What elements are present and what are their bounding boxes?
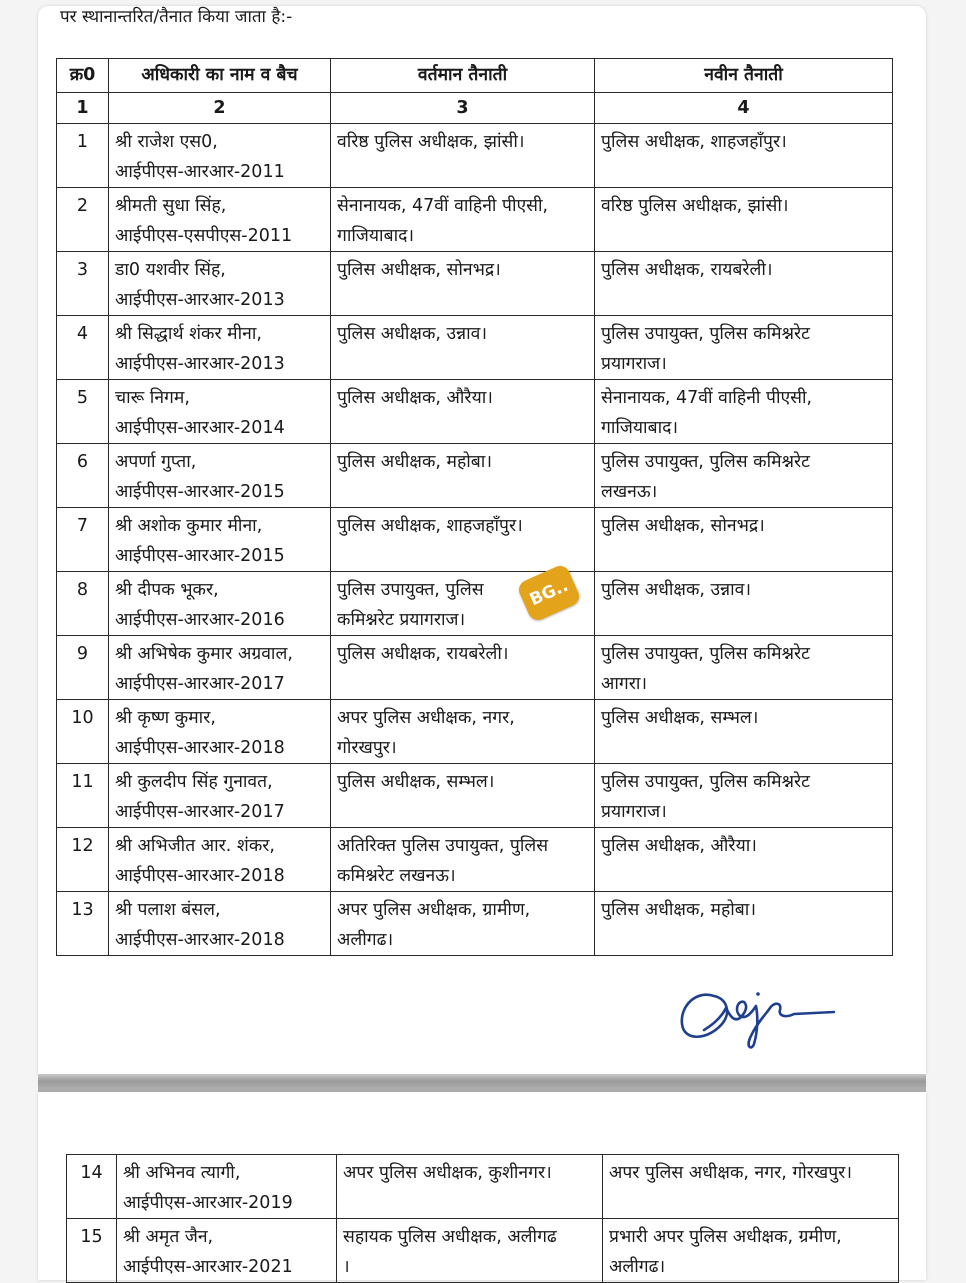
current-posting-cell [331, 508, 595, 572]
cell-text-line: सेनानायक, 47वीं वाहिनी पीएसी, [601, 388, 813, 408]
cell-text-line: श्री अमृत जैन, [123, 1227, 214, 1247]
serial-number: 7 [57, 508, 109, 572]
cell-text-line: आईपीएस-एसपीएस-2011 [115, 226, 293, 246]
current-posting-cell [331, 444, 595, 508]
cell-text-line: चारू निगम, [115, 388, 190, 408]
cell-text-line: श्री अभिषेक कुमार अग्रवाल, [115, 644, 293, 664]
cell-text-line: पुलिस अधीक्षक, सोनभद्र। [337, 260, 501, 280]
cell-text-line: श्री अशोक कुमार मीना, [115, 516, 263, 536]
header-serial: क्र0 [57, 59, 109, 93]
new-posting-cell [595, 828, 893, 892]
signature-image [674, 958, 844, 1054]
cell-text-line: पुलिस अधीक्षक, रायबरेली। [337, 644, 509, 664]
table-header-row [57, 59, 893, 93]
cell-text-line: लखनऊ। [601, 482, 658, 502]
header-new-posting: नवीन तैनाती [595, 59, 893, 93]
cell-text-line: अपर्णा गुप्ता, [115, 452, 197, 472]
cell-text-line: सेनानायक, 47वीं वाहिनी पीएसी, [337, 196, 549, 216]
column-number: 1 [57, 93, 109, 124]
new-posting-cell [595, 572, 893, 636]
current-posting-cell [337, 1219, 603, 1283]
officer-name-cell [109, 892, 331, 956]
cell-text-line: सहायक पुलिस अधीक्षक, अलीगढ [343, 1227, 557, 1247]
cell-text-line: आईपीएस-आरआर-2011 [115, 162, 285, 182]
table-row [57, 892, 893, 956]
cell-text-line: पुलिस अधीक्षक, उन्नाव। [601, 580, 751, 600]
column-number: 2 [109, 93, 331, 124]
transfer-table [56, 58, 893, 956]
cell-text-line: आईपीएस-आरआर-2017 [115, 802, 285, 822]
officer-name-cell [109, 444, 331, 508]
cell-text-line: पुलिस अधीक्षक, सोनभद्र। [601, 516, 765, 536]
new-posting-cell [595, 700, 893, 764]
officer-name-cell [117, 1219, 337, 1283]
cell-text-line: अलीगढ। [337, 930, 394, 950]
serial-number: 6 [57, 444, 109, 508]
cell-text-line: आईपीएस-आरआर-2015 [115, 546, 285, 566]
cell-text-line: अपर पुलिस अधीक्षक, कुशीनगर। [343, 1163, 552, 1183]
cell-text-line: प्रभारी अपर पुलिस अधीक्षक, ग्रमीण, [609, 1227, 842, 1247]
serial-number: 11 [57, 764, 109, 828]
current-posting-cell [331, 892, 595, 956]
serial-number: 13 [57, 892, 109, 956]
cell-text-line: पुलिस अधीक्षक, महोबा। [337, 452, 492, 472]
cell-text-line: पुलिस अधीक्षक, शाहजहाँपुर। [601, 132, 787, 152]
serial-number: 5 [57, 380, 109, 444]
cell-text-line: पुलिस अधीक्षक, सम्भल। [337, 772, 495, 792]
cell-text-line: वरिष्ठ पुलिस अधीक्षक, झांसी। [601, 196, 789, 216]
cell-text-line: आगरा। [601, 674, 648, 694]
table-row [57, 252, 893, 316]
new-posting-cell [595, 764, 893, 828]
cell-text-line: श्री अभिजीत आर. शंकर, [115, 836, 275, 856]
officer-name-cell [109, 380, 331, 444]
officer-name-cell [109, 572, 331, 636]
serial-number: 8 [57, 572, 109, 636]
officer-name-cell [109, 124, 331, 188]
serial-number: 12 [57, 828, 109, 892]
current-posting-cell [331, 828, 595, 892]
header-current-posting: वर्तमान तैनाती [331, 59, 595, 93]
cell-text-line: आईपीएस-आरआर-2019 [123, 1193, 293, 1213]
cell-text-line: श्री अभिनव त्यागी, [123, 1163, 241, 1183]
current-posting-cell [331, 380, 595, 444]
cell-text-line: वरिष्ठ पुलिस अधीक्षक, झांसी। [337, 132, 525, 152]
new-posting-cell [595, 252, 893, 316]
document-page-2 [38, 1092, 926, 1280]
table-row [67, 1155, 899, 1219]
new-posting-cell [595, 444, 893, 508]
new-posting-cell [603, 1219, 899, 1283]
current-posting-cell [331, 636, 595, 700]
transfer-table-body [57, 59, 893, 956]
cell-text-line: पुलिस अधीक्षक, शाहजहाँपुर। [337, 516, 523, 536]
table-row [67, 1219, 899, 1283]
column-number: 3 [331, 93, 595, 124]
officer-name-cell [109, 252, 331, 316]
current-posting-cell [331, 252, 595, 316]
cell-text-line: पुलिस अधीक्षक, रायबरेली। [601, 260, 773, 280]
cell-text-line: पुलिस अधीक्षक, महोबा। [601, 900, 756, 920]
table-row [57, 764, 893, 828]
cell-text-line: आईपीएस-आरआर-2021 [123, 1257, 293, 1277]
new-posting-cell [595, 188, 893, 252]
table-row [57, 828, 893, 892]
serial-number: 10 [57, 700, 109, 764]
document-page-1 [38, 6, 926, 1074]
serial-number: 9 [57, 636, 109, 700]
watermark-badge: BG.. [516, 563, 582, 623]
column-number: 4 [595, 93, 893, 124]
current-posting-cell [331, 764, 595, 828]
current-posting-cell [331, 700, 595, 764]
cell-text-line: श्रीमती सुधा सिंह, [115, 196, 227, 216]
cell-text-line: आईपीएस-आरआर-2017 [115, 674, 285, 694]
cell-text-line: श्री सिद्धार्थ शंकर मीना, [115, 324, 262, 344]
cell-text-line: पुलिस अधीक्षक, औरैया। [601, 836, 757, 856]
new-posting-cell [595, 508, 893, 572]
cell-text-line: श्री कृष्ण कुमार, [115, 708, 216, 728]
table-row [57, 316, 893, 380]
cell-text-line: अपर पुलिस अधीक्षक, नगर, गोरखपुर। [609, 1163, 852, 1183]
cell-text-line: पुलिस उपायुक्त, पुलिस कमिश्नरेट [601, 324, 810, 344]
new-posting-cell [595, 892, 893, 956]
cell-text-line: आईपीएस-आरआर-2014 [115, 418, 285, 438]
officer-name-cell [109, 636, 331, 700]
cell-text-line: आईपीएस-आरआर-2013 [115, 354, 285, 374]
officer-name-cell [109, 764, 331, 828]
officer-name-cell [109, 700, 331, 764]
cell-text-line: पुलिस उपायुक्त, पुलिस [337, 580, 484, 600]
cell-text-line: श्री राजेश एस0, [115, 132, 218, 152]
cell-text-line: कमिश्नरेट लखनऊ। [337, 866, 456, 886]
cell-text-line: आईपीएस-आरआर-2016 [115, 610, 285, 630]
cell-text-line: अलीगढ। [609, 1257, 666, 1277]
officer-name-cell [117, 1155, 337, 1219]
cell-text-line: आईपीएस-आरआर-2018 [115, 866, 285, 886]
current-posting-cell [331, 124, 595, 188]
cell-text-line: आईपीएस-आरआर-2015 [115, 482, 285, 502]
cell-text-line: अतिरिक्त पुलिस उपायुक्त, पुलिस [337, 836, 549, 856]
cell-text-line: गाजियाबाद। [337, 226, 415, 246]
cell-text-line: श्री दीपक भूकर, [115, 580, 219, 600]
cell-text-line: आईपीएस-आरआर-2013 [115, 290, 285, 310]
serial-number: 14 [67, 1155, 117, 1219]
serial-number: 3 [57, 252, 109, 316]
officer-name-cell [109, 188, 331, 252]
new-posting-cell [595, 124, 893, 188]
new-posting-cell [603, 1155, 899, 1219]
cell-text-line: श्री पलाश बंसल, [115, 900, 221, 920]
intro-text: पर स्थानान्तरित/तैनात किया जाता है:- [60, 7, 293, 27]
serial-number: 2 [57, 188, 109, 252]
serial-number: 15 [67, 1219, 117, 1283]
page-separator [38, 1074, 926, 1092]
transfer-table-continued [66, 1154, 899, 1283]
new-posting-cell [595, 636, 893, 700]
table-row [57, 572, 893, 636]
cell-text-line: पुलिस अधीक्षक, सम्भल। [601, 708, 759, 728]
current-posting-cell [331, 188, 595, 252]
cell-text-line: गोरखपुर। [337, 738, 397, 758]
cell-text-line: पुलिस अधीक्षक, उन्नाव। [337, 324, 487, 344]
cell-text-line: आईपीएस-आरआर-2018 [115, 738, 285, 758]
officer-name-cell [109, 828, 331, 892]
cell-text-line: । [343, 1257, 350, 1277]
cell-text-line: पुलिस अधीक्षक, औरैया। [337, 388, 493, 408]
officer-name-cell [109, 508, 331, 572]
table-row [57, 508, 893, 572]
serial-number: 4 [57, 316, 109, 380]
cell-text-line: पुलिस उपायुक्त, पुलिस कमिश्नरेट [601, 772, 810, 792]
table-row [57, 380, 893, 444]
cell-text-line: डा0 यशवीर सिंह, [115, 260, 226, 280]
table-row [57, 188, 893, 252]
cell-text-line: अपर पुलिस अधीक्षक, नगर, [337, 708, 515, 728]
table-row [57, 636, 893, 700]
current-posting-cell [337, 1155, 603, 1219]
cell-text-line: कमिश्नरेट प्रयागराज। [337, 610, 466, 630]
cell-text-line: श्री कुलदीप सिंह गुनावत, [115, 772, 273, 792]
cell-text-line: पुलिस उपायुक्त, पुलिस कमिश्नरेट [601, 452, 810, 472]
cell-text-line: आईपीएस-आरआर-2018 [115, 930, 285, 950]
header-officer-name: अधिकारी का नाम व बैच [109, 59, 331, 93]
new-posting-cell [595, 316, 893, 380]
table-row [57, 700, 893, 764]
column-number-row [57, 93, 893, 124]
officer-name-cell [109, 316, 331, 380]
cell-text-line: प्रयागराज। [601, 802, 667, 822]
cell-text-line: प्रयागराज। [601, 354, 667, 374]
new-posting-cell [595, 380, 893, 444]
transfer-table-continued-body [67, 1155, 899, 1283]
table-row [57, 124, 893, 188]
serial-number: 1 [57, 124, 109, 188]
cell-text-line: पुलिस उपायुक्त, पुलिस कमिश्नरेट [601, 644, 810, 664]
cell-text-line: गाजियाबाद। [601, 418, 679, 438]
current-posting-cell [331, 316, 595, 380]
cell-text-line: अपर पुलिस अधीक्षक, ग्रामीण, [337, 900, 531, 920]
table-row [57, 444, 893, 508]
